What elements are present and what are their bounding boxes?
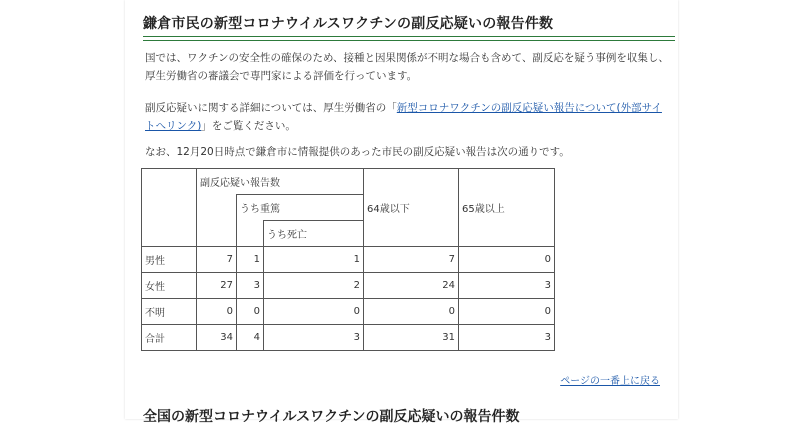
row-label: 不明 xyxy=(142,299,197,325)
status-paragraph: なお、12月20日時点で鎌倉市に情報提供のあった市民の副反応疑い報告は次の通りです。 xyxy=(145,146,570,158)
cell-reports: 0 xyxy=(197,299,237,325)
table-row xyxy=(142,325,555,351)
cell-under64: 31 xyxy=(364,325,459,351)
header-reports-blank xyxy=(197,195,237,247)
table-header-row xyxy=(142,169,555,195)
cell-serious: 0 xyxy=(237,299,264,325)
cell-under64: 0 xyxy=(364,299,459,325)
details-paragraph xyxy=(145,99,670,135)
cell-over65: 0 xyxy=(459,247,555,273)
content-panel xyxy=(125,0,678,425)
cell-death: 0 xyxy=(264,299,364,325)
table-row xyxy=(142,299,555,325)
cell-death: 3 xyxy=(264,325,364,351)
row-label: 女性 xyxy=(142,273,197,299)
cell-serious: 4 xyxy=(237,325,264,351)
header-under64: 64歳以下 xyxy=(364,169,459,247)
header-serious-blank xyxy=(237,221,264,247)
cell-death: 1 xyxy=(264,247,364,273)
title-underline xyxy=(143,36,675,41)
next-section-title: 全国の新型コロナウイルスワクチンの副反応疑いの報告件数 xyxy=(143,409,520,425)
header-reports: 副反応疑い報告数 xyxy=(197,169,364,195)
section-title: 鎌倉市民の新型コロナウイルスワクチンの副反応疑いの報告件数 xyxy=(143,16,554,32)
row-label: 合計 xyxy=(142,325,197,351)
cell-over65: 0 xyxy=(459,299,555,325)
table-row xyxy=(142,273,555,299)
table-row xyxy=(142,247,555,273)
header-corner xyxy=(142,169,197,247)
cell-under64: 24 xyxy=(364,273,459,299)
left-margin xyxy=(0,0,125,419)
row-label: 男性 xyxy=(142,247,197,273)
right-margin xyxy=(675,0,800,419)
cell-over65: 3 xyxy=(459,325,555,351)
intro-paragraph: 国では、ワクチンの安全性の確保のため、接種と因果関係が不明な場合も含めて、副反応を疑う事例を収集し、厚生労働省の審議会で専門家による評価を行っています。 xyxy=(145,52,669,82)
cell-serious: 1 xyxy=(237,247,264,273)
header-death: うち死亡 xyxy=(264,221,364,247)
cell-over65: 3 xyxy=(459,273,555,299)
cell-reports: 7 xyxy=(197,247,237,273)
cell-reports: 27 xyxy=(197,273,237,299)
details-text-after: 」をご覧ください。 xyxy=(201,120,296,132)
details-text-before: 副反応疑いに関する詳細については、厚生労働省の「 xyxy=(145,102,397,114)
header-over65: 65歳以上 xyxy=(459,169,555,247)
cell-under64: 7 xyxy=(364,247,459,273)
header-serious: うち重篤 xyxy=(237,195,364,221)
cell-death: 2 xyxy=(264,273,364,299)
cell-serious: 3 xyxy=(237,273,264,299)
cell-reports: 34 xyxy=(197,325,237,351)
back-to-top-link[interactable]: ページの一番上に戻る xyxy=(560,376,660,387)
reports-table xyxy=(141,168,555,351)
mhlw-report-link[interactable]: 新型コロナワクチンの副反応疑い報告について(外部サイトへリンク) xyxy=(145,102,662,132)
